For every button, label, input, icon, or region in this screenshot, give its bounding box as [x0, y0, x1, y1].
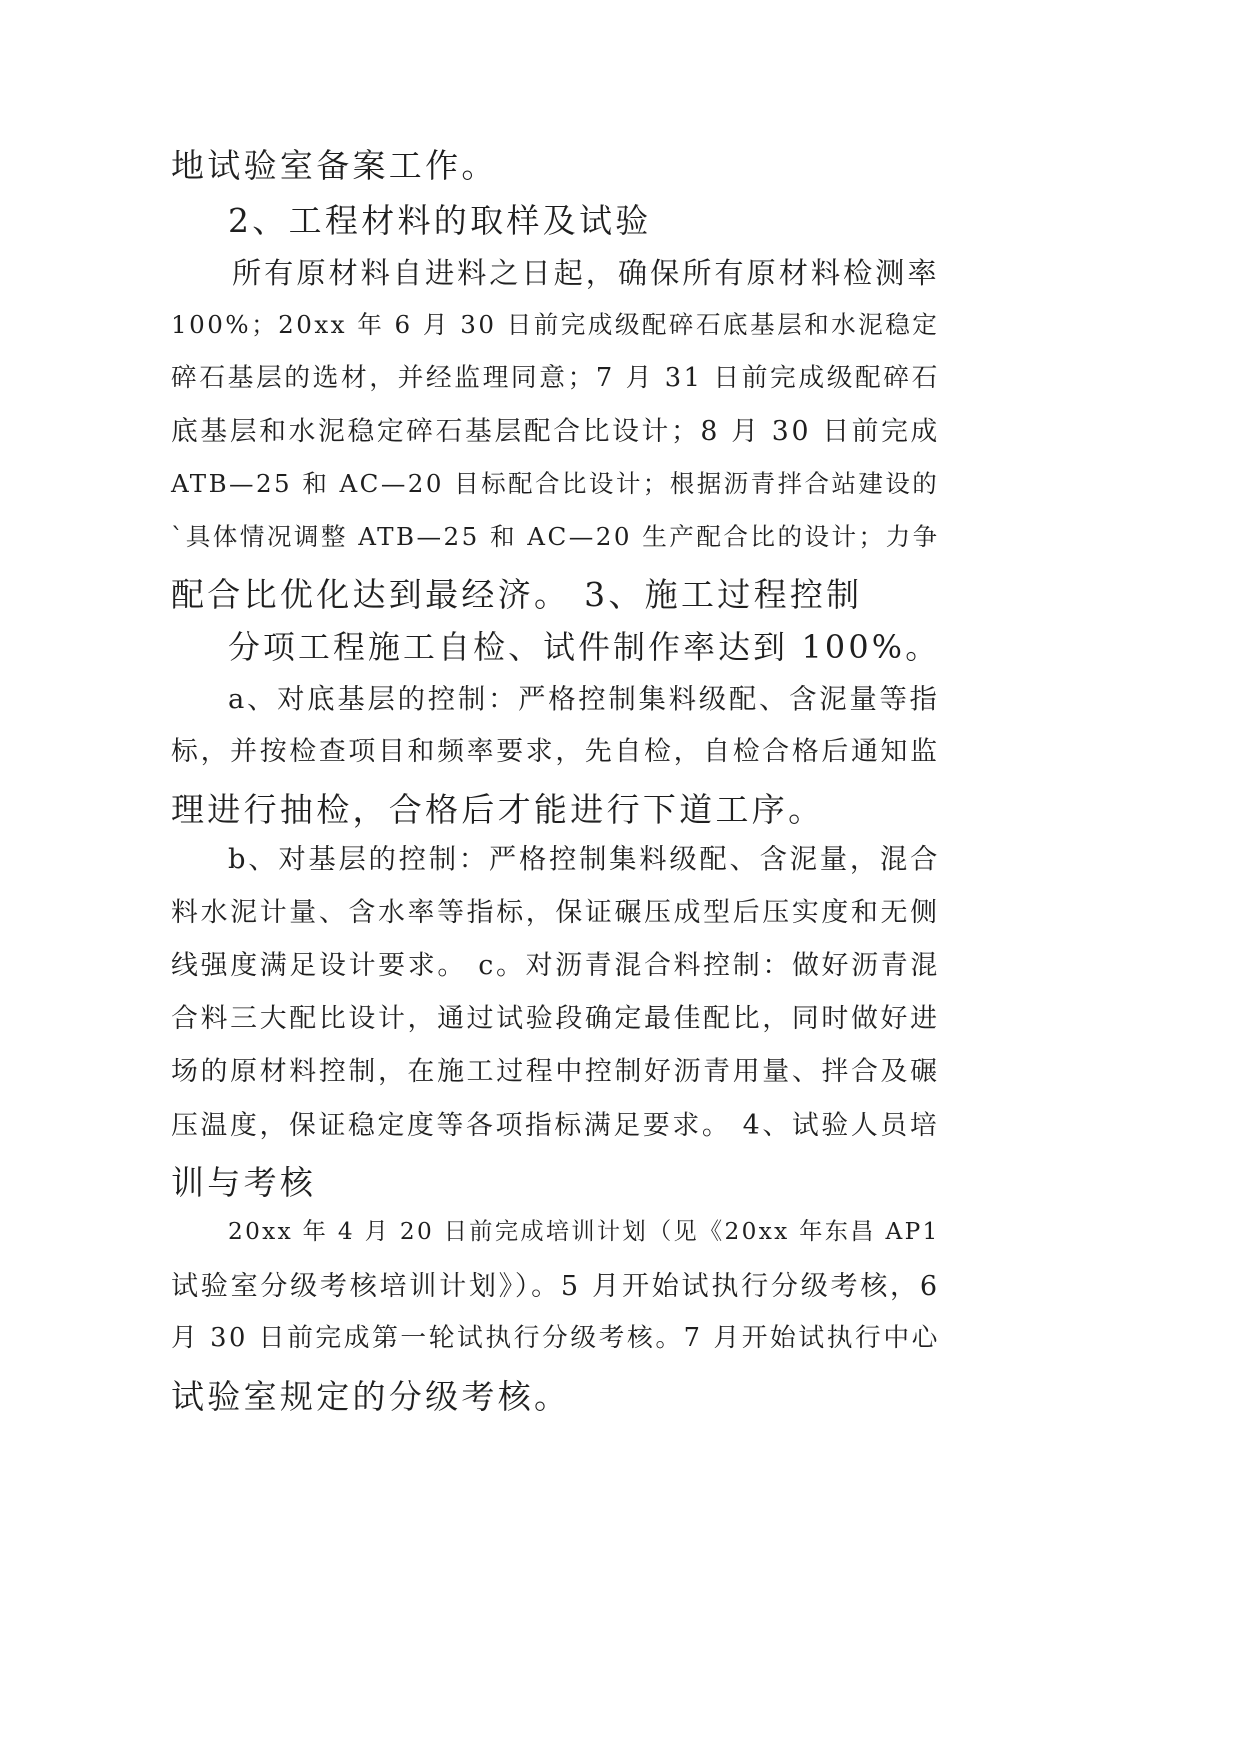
text-line: 所有原材料自进料之日起，确保所有原材料检测率	[232, 256, 940, 290]
text-line: 场的原材料控制，在施工过程中控制好沥青用量、拌合及碾	[171, 1056, 940, 1087]
text-line: 配合比优化达到最经济。 3、施工过程控制	[171, 575, 863, 614]
text-line: 标，并按检查项目和频率要求，先自检，自检合格后通知监	[171, 736, 940, 767]
text-line: `具体情况调整 ATB—25 和 AC—20 生产配合比的设计；力争	[171, 522, 940, 551]
text-line: 底基层和水泥稳定碎石基层配合比设计；8 月 30 日前完成	[171, 416, 940, 447]
text-line: 压温度，保证稳定度等各项指标满足要求。 4、试验人员培	[171, 1110, 940, 1141]
text-line: 料水泥计量、含水率等指标，保证碾压成型后压实度和无侧	[171, 897, 940, 928]
text-line: 碎石基层的选材，并经监理同意；7 月 31 日前完成级配碎石	[171, 363, 940, 393]
text-line: 试验室规定的分级考核。	[171, 1377, 571, 1416]
text-line: 合料三大配比设计，通过试验段确定最佳配比，同时做好进	[171, 1003, 940, 1034]
text-line: 地试验室备案工作。	[171, 146, 498, 185]
text-line: 100%；20xx 年 6 月 30 日前完成级配碎石底基层和水泥稳定	[171, 310, 940, 339]
text-line: ATB—25 和 AC—20 目标配合比设计；根据沥青拌合站建设的	[171, 469, 940, 498]
text-line: 分项工程施工自检、试件制作率达到 100%。	[228, 628, 941, 666]
text-line: 训与考核	[171, 1163, 317, 1202]
text-line: 月 30 日前完成第一轮试执行分级考核。7 月开始试执行中心	[171, 1323, 940, 1353]
text-line: 理进行抽检，合格后才能进行下道工序。	[171, 790, 825, 829]
text-line: a、对底基层的控制：严格控制集料级配、含泥量等指	[228, 684, 940, 715]
text-line: 线强度满足设计要求。 c。对沥青混合料控制：做好沥青混	[171, 950, 940, 981]
text-line: 20xx 年 4 月 20 日前完成培训计划（见《20xx 年东昌 AP1	[228, 1218, 940, 1245]
text-line: 试验室分级考核培训计划》）。5 月开始试执行分级考核，6	[171, 1271, 940, 1302]
text-line: b、对基层的控制：严格控制集料级配、含泥量，混合	[228, 844, 941, 875]
section-heading: 2、工程材料的取样及试验	[228, 201, 652, 240]
